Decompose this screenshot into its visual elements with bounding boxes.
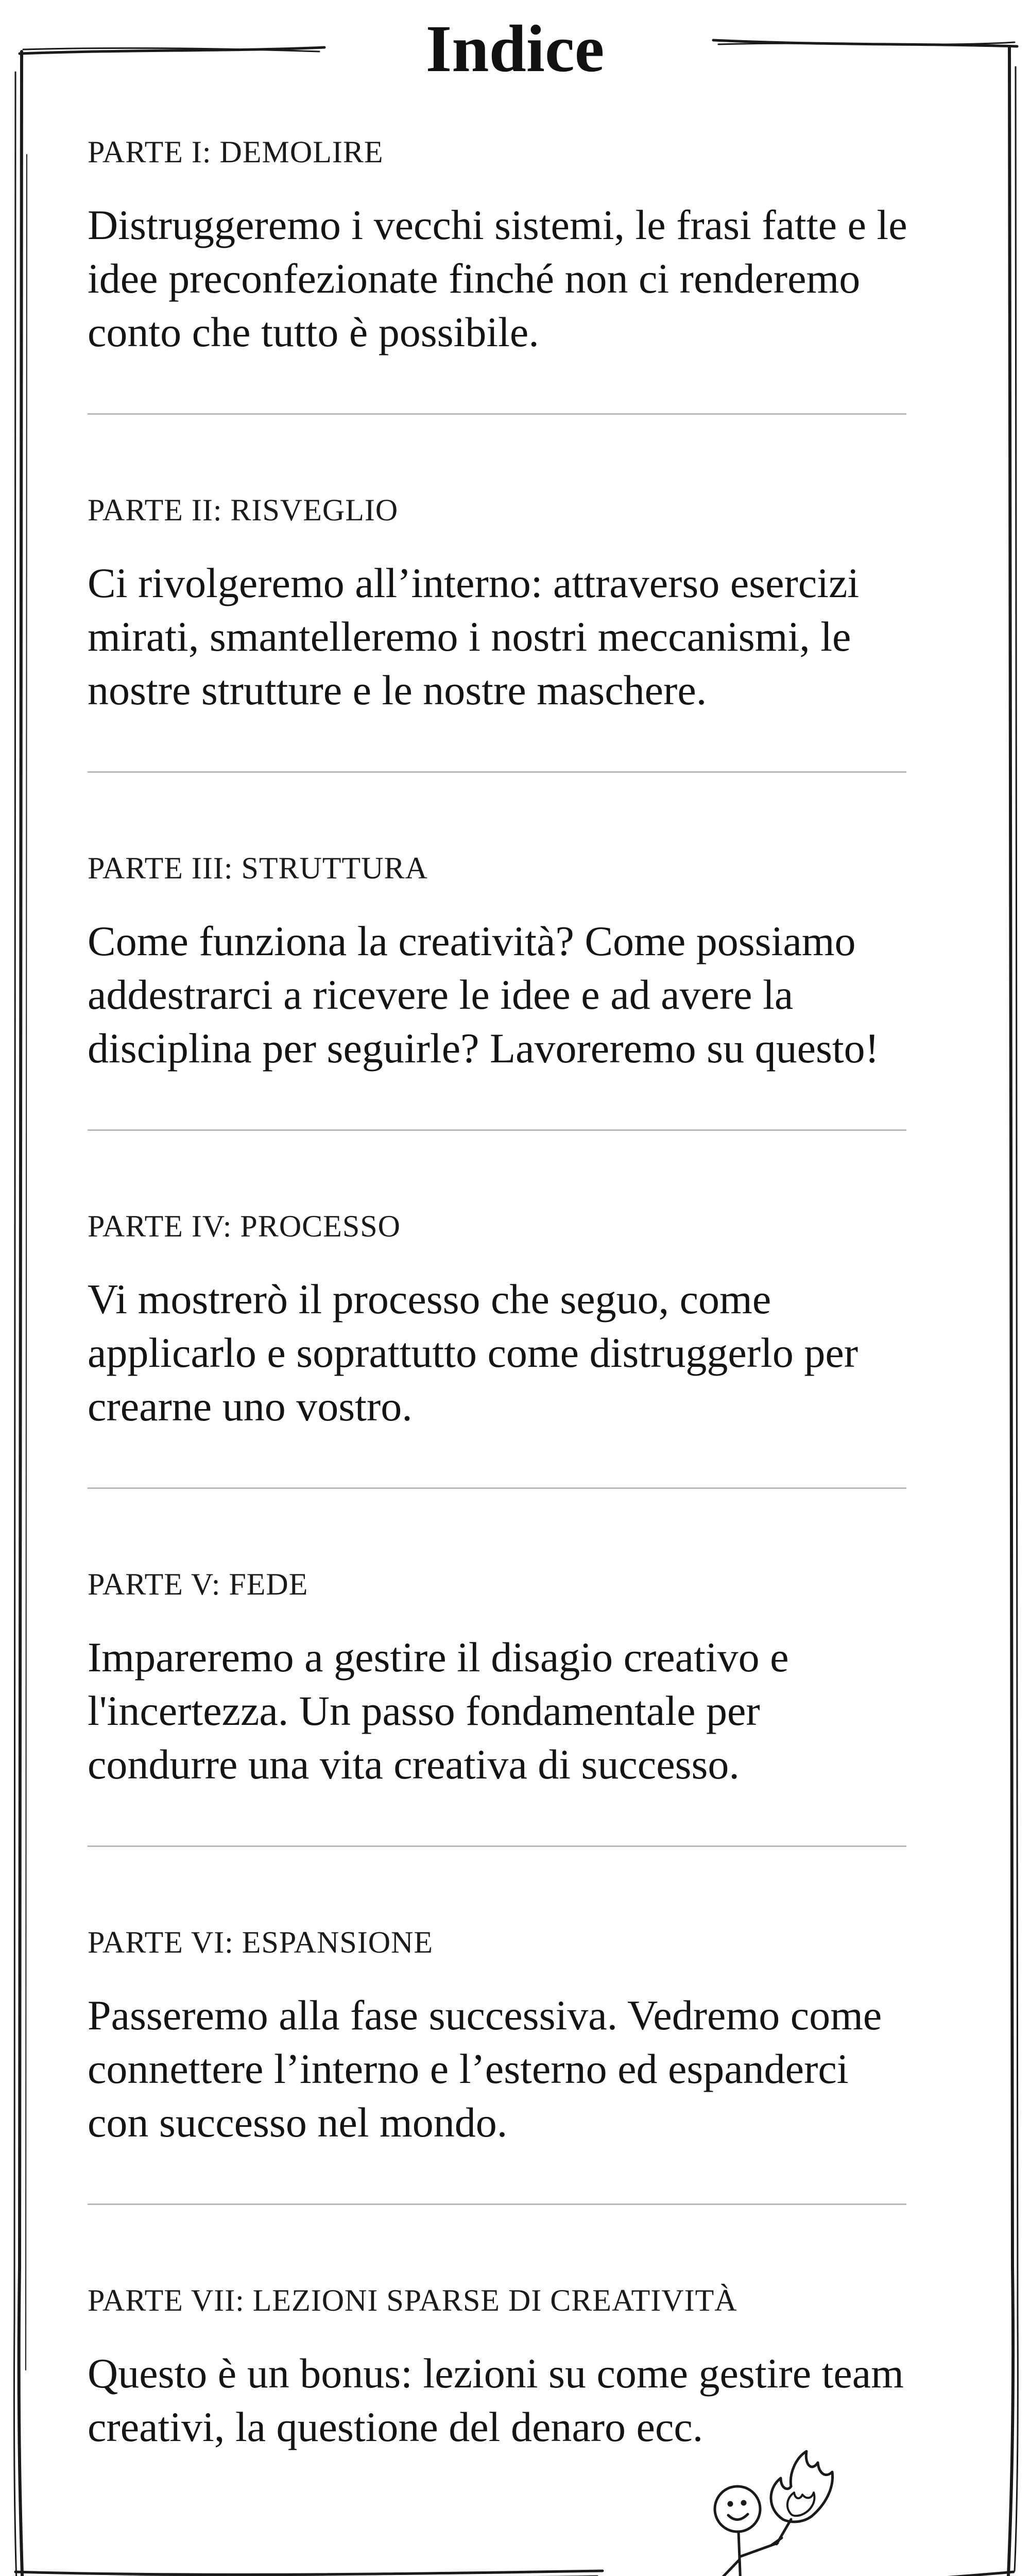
toc-section-part-3 (88, 850, 912, 1075)
section-divider (88, 2204, 906, 2205)
part-description: Impareremo a gestire il disagio creativo e l'incertezza. Un passo fondamentale per condurre una vita creativa di successo. (88, 1634, 789, 1788)
toc-section-part-6 (88, 1924, 912, 2149)
table-of-contents (88, 134, 912, 2454)
section-divider (88, 413, 906, 415)
toc-section-part-7 (88, 2282, 912, 2454)
toc-section-part-5 (88, 1566, 912, 1791)
part-label: PARTE V: FEDE (88, 1567, 308, 1601)
section-divider (88, 771, 906, 773)
toc-section-part-2 (88, 492, 912, 717)
part-description: Come funziona la creatività? Come possiamo addestrarci a ricevere le idee e ad avere la disciplina per seguirle? Lavoreremo su questo! (88, 918, 879, 1072)
stick-figure-holding-flame-icon (690, 2442, 865, 2576)
part-label: PARTE II: RISVEGLIO (88, 493, 399, 527)
toc-section-part-1 (88, 134, 912, 359)
page-title: Indice (425, 12, 605, 86)
section-divider (88, 1487, 906, 1489)
part-label: PARTE VII: LEZIONI SPARSE DI CREATIVITÀ (88, 2283, 737, 2317)
toc-section-part-4 (88, 1208, 912, 1433)
part-description: Passeremo alla fase successiva. Vedremo come connettere l’interno e l’esterno ed espanderci con successo nel mondo. (88, 1992, 882, 2146)
part-description: Questo è un bonus: lezioni su come gestire team creativi, la questione del denaro ecc. (88, 2350, 904, 2450)
part-label: PARTE IV: PROCESSO (88, 1209, 401, 1243)
part-description: Distruggeremo i vecchi sistemi, le frasi fatte e le idee preconfezionate finché non ci renderemo conto che tutto è possibile. (88, 201, 907, 355)
part-description: Ci rivolgeremo all’interno: attraverso esercizi mirati, smantelleremo i nostri meccanismi, le nostre strutture e le nostre maschere. (88, 560, 860, 714)
part-label: PARTE VI: ESPANSIONE (88, 1925, 434, 1959)
part-label: PARTE I: DEMOLIRE (88, 135, 384, 169)
part-label: PARTE III: STRUTTURA (88, 851, 428, 885)
part-description: Vi mostrerò il processo che seguo, come applicarlo e soprattutto come distruggerlo per crearne uno vostro. (88, 1276, 859, 1430)
section-divider (88, 1129, 906, 1131)
section-divider (88, 1845, 906, 1847)
